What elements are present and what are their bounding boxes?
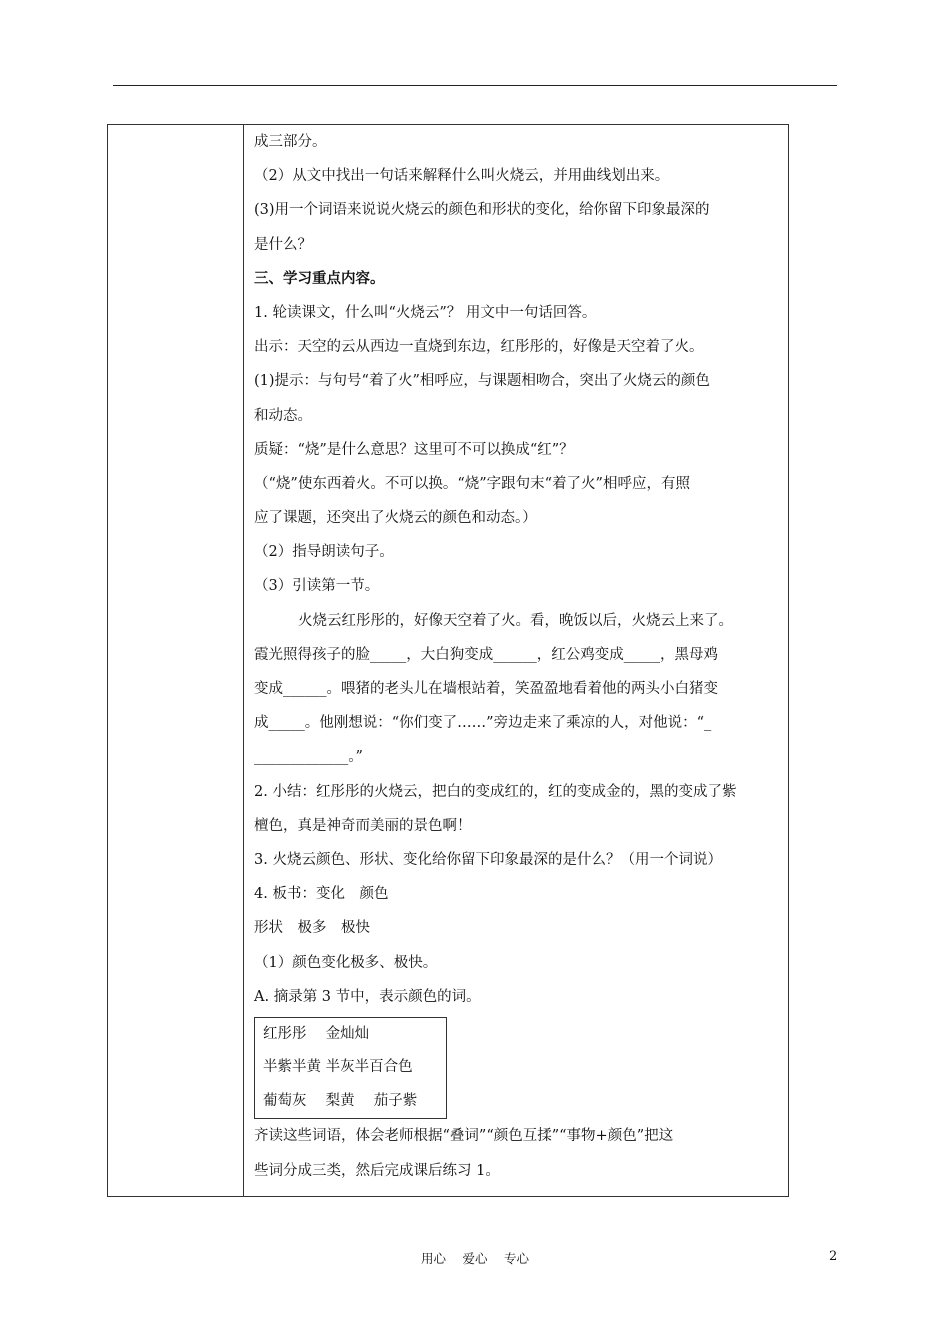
text-line: 是什么？	[254, 236, 312, 253]
text-line: (1)提示：与句号“着了火”相呼应，与课题相吻合，突出了火烧云的颜色	[254, 373, 710, 390]
text-line: 质疑：“烧”是什么意思？这里可不可以换成“红”？	[254, 441, 574, 458]
text-line: 2. 小结：红彤彤的火烧云，把白的变成红的，红的变成金的，黑的变成了紫	[254, 783, 737, 800]
left-column	[108, 125, 244, 1196]
text-line: 成_____。他刚想说：“你们变了……”旁边走来了乘凉的人，对他说：“_	[254, 715, 712, 732]
text-line: 应了课题，还突出了火烧云的颜色和动态。）	[254, 510, 537, 527]
header-rule	[113, 85, 837, 86]
text-line: _____________。”	[254, 749, 363, 766]
box-word-line: 红彤彤 金灿灿	[263, 1025, 370, 1042]
text-line: 3. 火烧云颜色、形状、变化给你留下印象最深的是什么？（用一个词说）	[254, 851, 722, 868]
text-line: （2）指导朗读句子。	[254, 544, 394, 561]
text-line: 4. 板书：变化 颜色	[254, 886, 389, 903]
lesson-content	[254, 125, 786, 1188]
text-line: 齐读这些词语，体会老师根据“叠词”“颜色互揉”“事物+颜色”把这	[254, 1128, 674, 1145]
lesson-table	[107, 124, 789, 1197]
section-heading: 三、学习重点内容。	[254, 269, 385, 287]
text-line: （2）从文中找出一句话来解释什么叫火烧云，并用曲线划出来。	[254, 168, 670, 185]
text-line: 霞光照得孩子的脸_____，大白狗变成______，红公鸡变成_____，黑母鸡	[254, 646, 718, 663]
text-line: A. 摘录第 3 节中，表示颜色的词。	[254, 988, 481, 1005]
text-line: 成三部分。	[254, 134, 327, 150]
text-line: 火烧云红彤彤的，好像天空着了火。看，晚饭以后，火烧云上来了。	[298, 612, 733, 629]
color-words-box	[254, 1017, 447, 1120]
text-line: 出示：天空的云从西边一直烧到东边，红彤彤的，好像是天空着了火。	[254, 339, 704, 356]
text-line: （3）引读第一节。	[254, 578, 380, 595]
footer-slogan: 用心 爱心 专心	[421, 1251, 529, 1266]
text-line: 变成______。喂猪的老头儿在墙根站着，笑盈盈地看着他的两头小白猪变	[254, 681, 718, 697]
page-number: 2	[829, 1249, 838, 1264]
text-line: (3)用一个词语来说说火烧云的颜色和形状的变化，给你留下印象最深的	[254, 202, 710, 219]
box-word-line: 葡萄灰 梨黄 茄子紫	[263, 1092, 418, 1109]
text-line: 1. 轮读课文，什么叫“火烧云”？ 用文中一句话回答。	[254, 304, 597, 321]
text-line: 檀色，真是神奇而美丽的景色啊！	[254, 817, 472, 834]
text-line: 些词分成三类，然后完成课后练习 1。	[254, 1162, 500, 1179]
box-word-line: 半紫半黄 半灰半百合色	[263, 1059, 413, 1076]
text-line: （1）颜色变化极多、极快。	[254, 954, 438, 971]
text-line: （“烧”使东西着火。不可以换。“烧”字跟句末“着了火”相呼应，有照	[254, 475, 690, 492]
text-line: 形状 极多 极快	[254, 920, 370, 937]
text-line: 和动态。	[254, 407, 312, 424]
